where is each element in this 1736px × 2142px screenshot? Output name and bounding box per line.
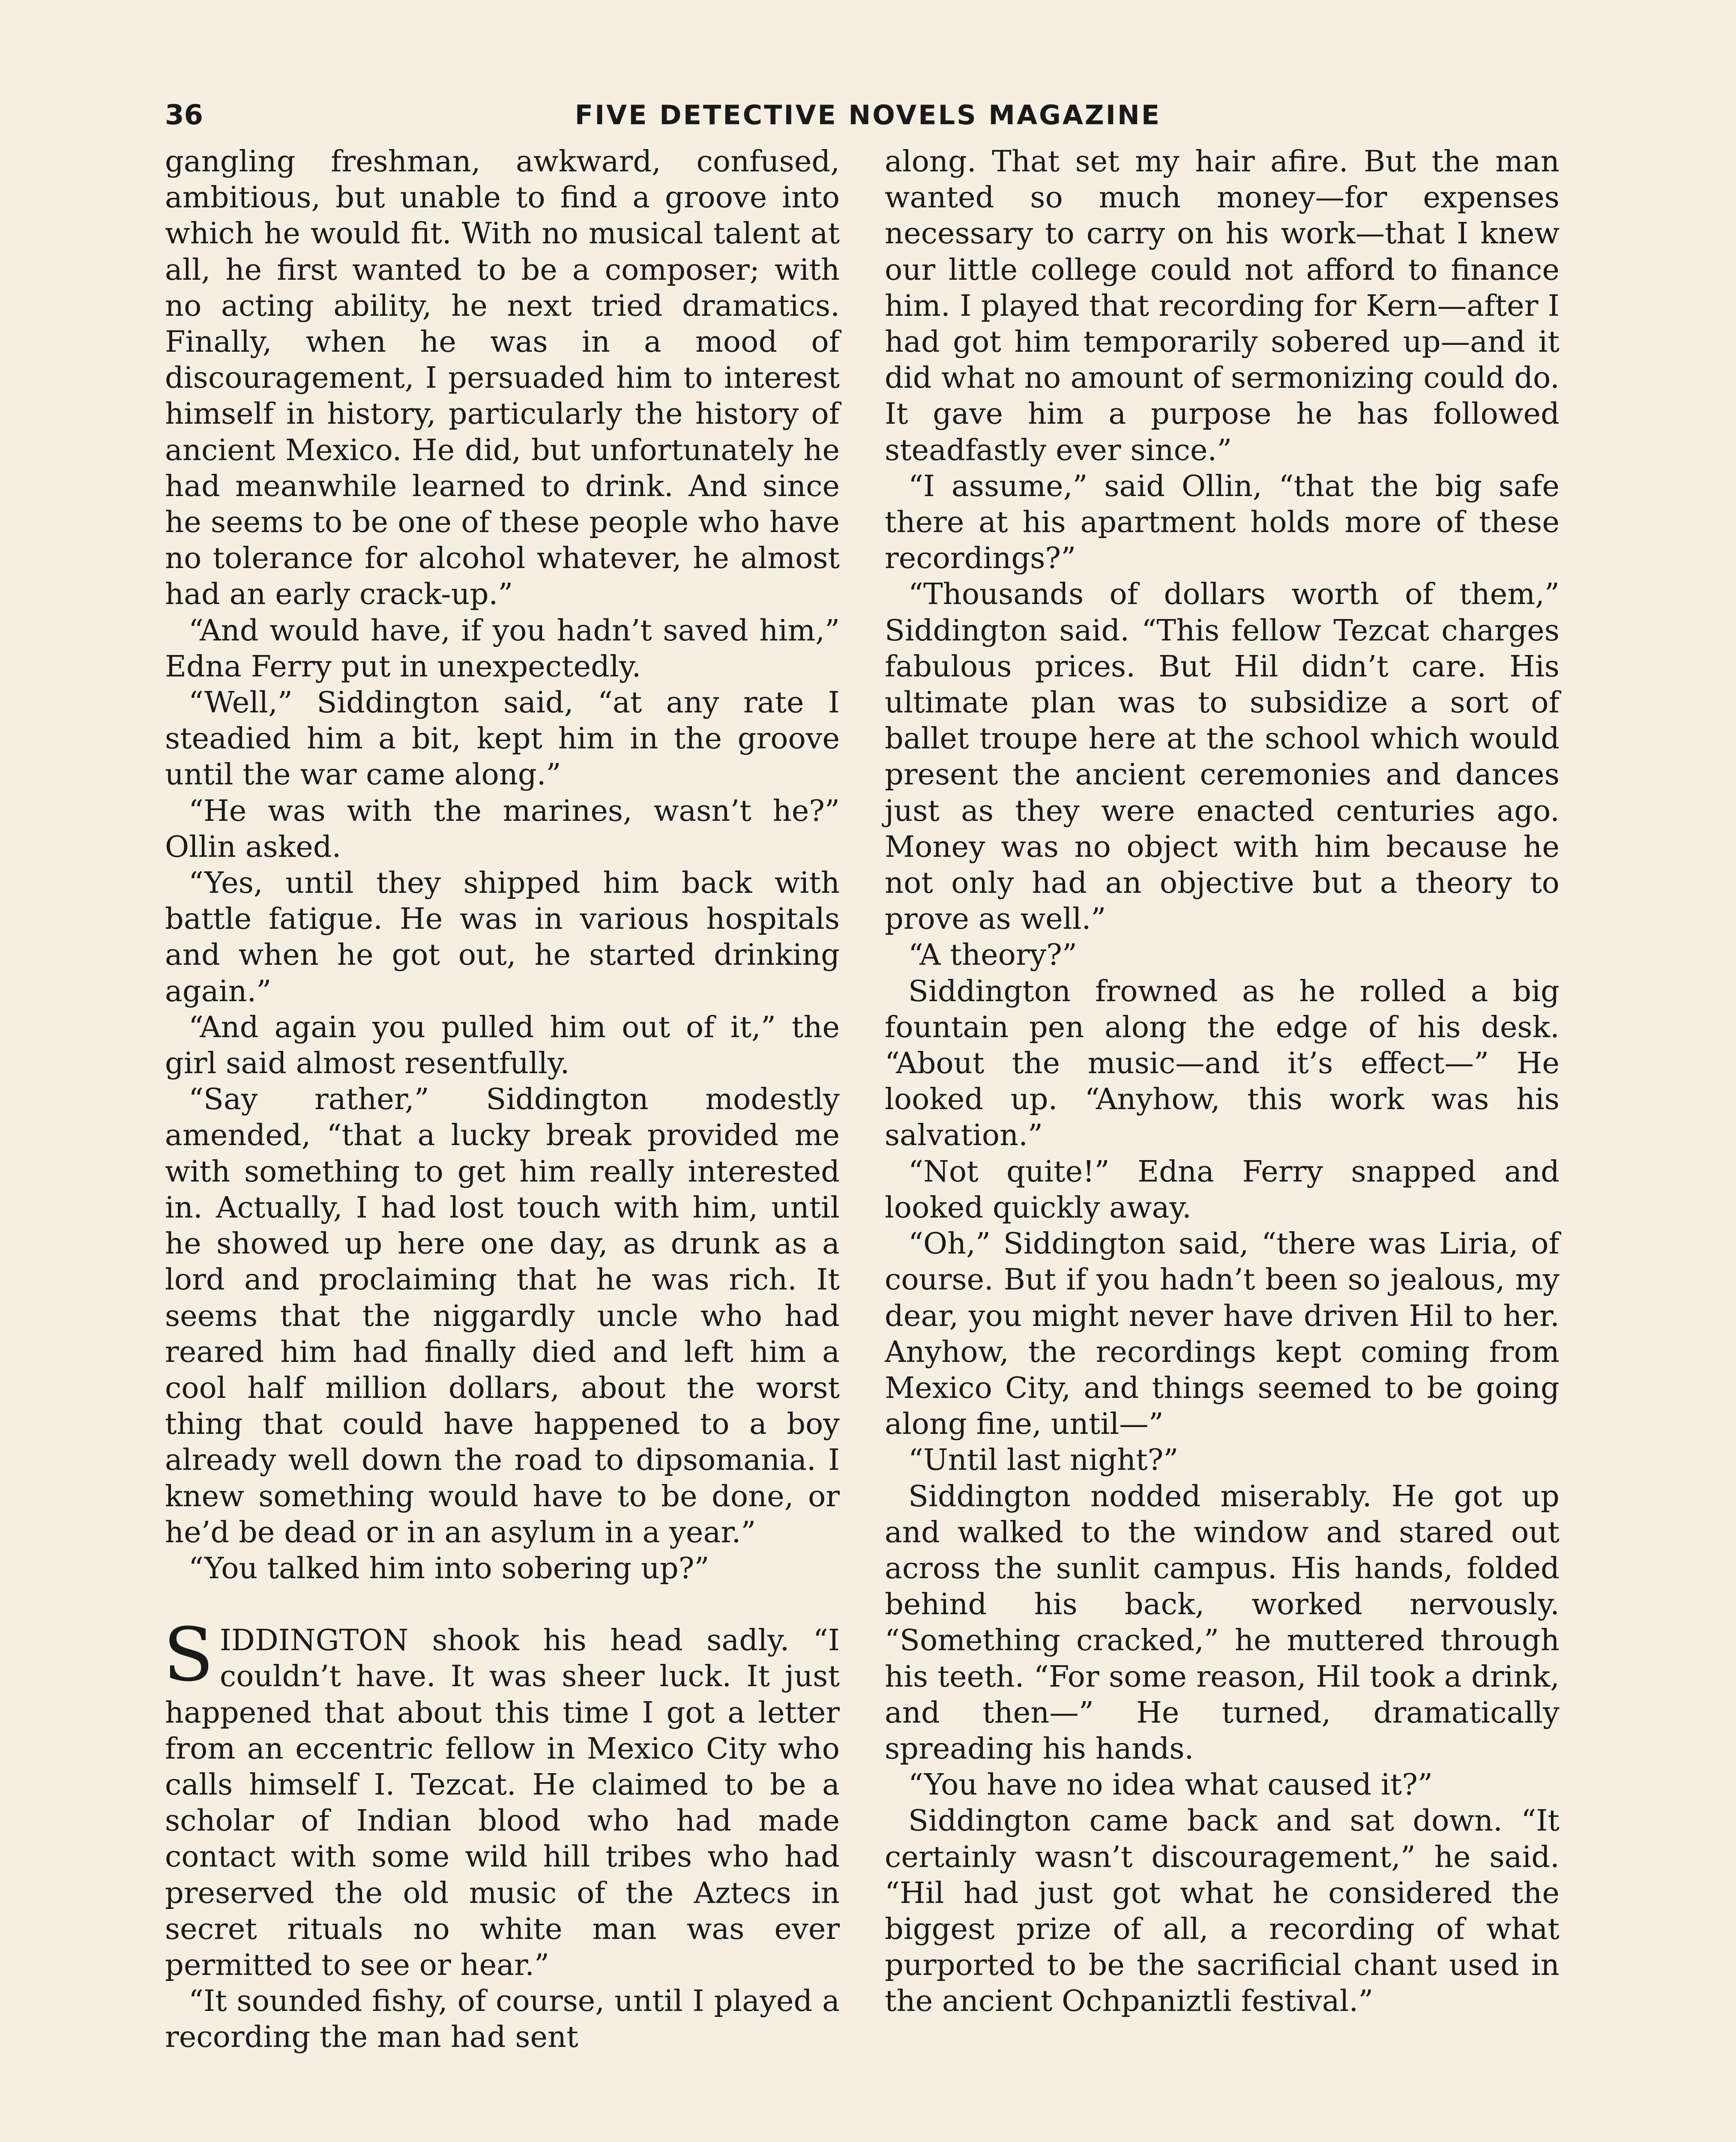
paragraph: along. That set my hair afire. But the man wanted so much money—for expenses necessary to carry on his work—that I knew our little college could not afford to finance him. I played that recording for Kern—after I had got him temporarily sobered up—and it did what no amount of sermonizing could do. It gave him a purpose he has followed steadfastly ever since.” xyxy=(885,144,1559,467)
paragraph: “Well,” Siddington said, “at any rate I steadied him a bit, kept him in the groove until the war came along.” xyxy=(165,685,840,792)
paragraph: “Yes, until they shipped him back with battle fatigue. He was in various hospitals and when he got out, he started drinking again.” xyxy=(165,866,840,1008)
left-column xyxy=(165,144,840,2055)
section-opening-text: IDDINGTON shook his head sadly. “I couldn’t have. It was sheer luck. It just happened that about this time I got a letter from an eccentric fellow in Mexico City who calls himself I. Tezcat. He claimed to be a scholar of Indian blood who had made contact with some wild hill tribes who had preserved the old music of the Aztecs in secret rituals no white man was ever permitted to see or hear.” xyxy=(165,1623,840,1982)
paragraph: gangling freshman, awkward, confused, ambitious, but unable to find a groove into which he would fit. With no musical talent at all, he first wanted to be a composer; with no acting ability, he next tried dramatics. Finally, when he was in a mood of discouragement, I persuaded him to interest himself in history, particularly the history of ancient Mexico. He did, but unfortunately he had meanwhile learned to drink. And since he seems to be one of these people who have no tolerance for alcohol whatever, he almost had an early crack-up.” xyxy=(165,144,840,612)
right-column xyxy=(885,144,1559,2019)
paragraph: Siddington nodded miserably. He got up and walked to the window and stared out across the sunlit campus. His hands, folded behind his back, worked nervously. “Something cracked,” he muttered through his teeth. “For some reason, Hil took a drink, and then—” He turned, dramatically spreading his hands. xyxy=(885,1479,1559,1766)
section-opening-paragraph xyxy=(163,1612,840,1983)
paragraph: “I assume,” said Ollin, “that the big safe there at his apartment holds more of these recordings?” xyxy=(885,469,1559,576)
drop-cap: S xyxy=(163,1612,214,1698)
paragraph: “He was with the marines, wasn’t he?” Ollin asked. xyxy=(165,793,840,864)
paragraph: “Oh,” Siddington said, “there was Liria, of course. But if you hadn’t been so jealous, my dear, you might never have driven Hil to her. Anyhow, the recordings kept coming from Mexico City, and things seemed to be going along fine, until—” xyxy=(885,1227,1559,1442)
paragraph: Siddington came back and sat down. “It certainly wasn’t discouragement,” he said. “Hil had just got what he considered the biggest prize of all, a recording of what purported to be the sacrificial chant used in the ancient Ochpaniztli festival.” xyxy=(885,1804,1559,2019)
paragraph: “Say rather,” Siddington modestly amended, “that a lucky break provided me with something to get him really interested in. Actually, I had lost touch with him, until he showed up here one day, as drunk as a lord and proclaiming that he was rich. It seems that the niggardly uncle who had reared him had finally died and left him a cool half million dollars, about the worst thing that could have happened to a boy already well down the road to dipsomania. I knew something would have to be done, or he’d be dead or in an asylum in a year.” xyxy=(165,1082,840,1550)
page-header xyxy=(0,99,1736,138)
paragraph: “Until last night?” xyxy=(908,1443,1179,1478)
paragraph: “Not quite!” Edna Ferry snapped and looked quickly away. xyxy=(885,1154,1559,1225)
paragraph: Siddington frowned as he rolled a big fountain pen along the edge of his desk. “About the music—and it’s effect—” He looked up. “Anyhow, this work was his salvation.” xyxy=(885,974,1559,1153)
magazine-title: FIVE DETECTIVE NOVELS MAGAZINE xyxy=(575,99,1161,131)
page-number: 36 xyxy=(165,99,204,131)
paragraph: “It sounded fishy, of course, until I played a recording the man had sent xyxy=(165,1984,840,2055)
paragraph: “You talked him into sobering up?” xyxy=(189,1551,709,1586)
paragraph: “Thousands of dollars worth of them,” Siddington said. “This fellow Tezcat charges fabulous prices. But Hil didn’t care. His ultimate plan was to subsidize a sort of ballet troupe here at the school which would present the ancient ceremonies and dances just as they were enacted centuries ago. Money was no object with him because he not only had an objective but a theory to prove as well.” xyxy=(885,577,1559,936)
paragraph: “You have no idea what caused it?” xyxy=(908,1768,1433,1802)
paragraph: “A theory?” xyxy=(908,938,1078,972)
paragraph: “And again you pulled him out of it,” the girl said almost resentfully. xyxy=(165,1010,840,1081)
paragraph: “And would have, if you hadn’t saved him,” Edna Ferry put in unexpectedly. xyxy=(165,613,840,684)
